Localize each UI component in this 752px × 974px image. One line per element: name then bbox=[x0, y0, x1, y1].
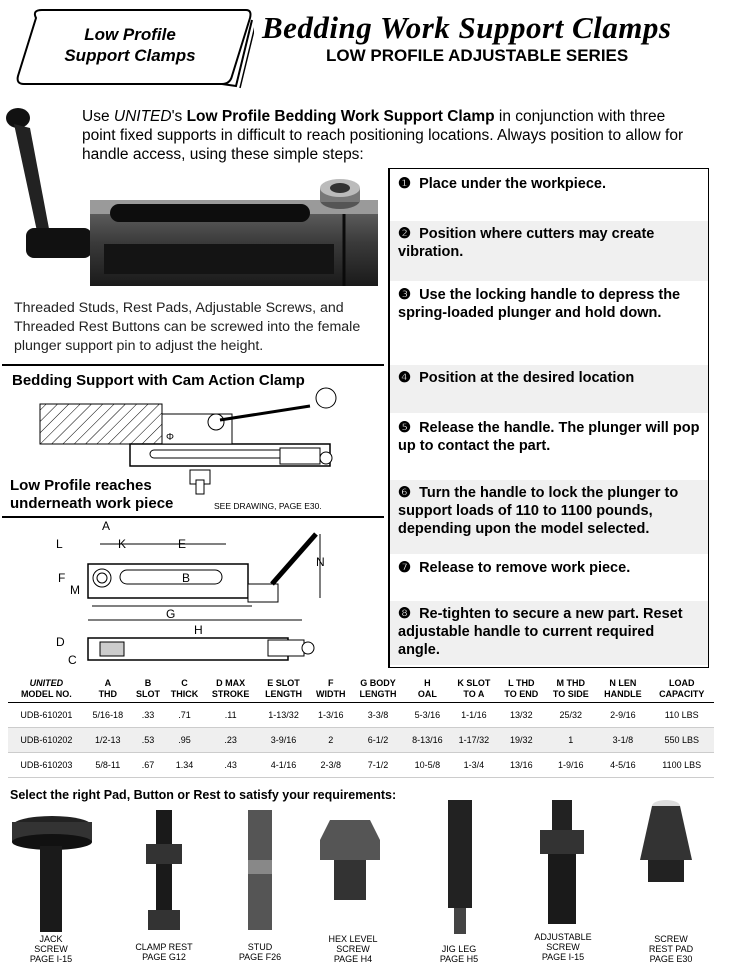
banner-line1: Low Profile bbox=[84, 25, 176, 44]
accessory-label: CLAMP REST PAGE G12 bbox=[135, 942, 193, 962]
dim-label-m: M bbox=[70, 583, 80, 597]
intro-post: in conjunction with three point fixed supports in difficult to reach positioning locations. Always position to allow for handle access, using these simple steps: bbox=[82, 108, 684, 163]
table-row: UDB-610203 5/8-11 .67 1.34 .43 4-1/16 2-3/8 7-1/2 10-5/8 1-3/4 13/16 1-9/16 4-5/16 1100 LBS bbox=[8, 753, 714, 778]
step-6: ❻ Turn the handle to lock the plunger to support loads of 110 to 1100 pounds, depending upon the model selected. bbox=[390, 480, 708, 554]
dim-label-n: N bbox=[316, 555, 325, 569]
table-row: UDB-610202 1/2-13 .53 .95 .23 3-9/16 2 6-1/2 8-13/16 1-17/32 19/32 1 3-1/8 550 LBS bbox=[8, 728, 714, 753]
dimension-drawing bbox=[40, 520, 385, 672]
page-title: Bedding Work Support Clamps bbox=[262, 10, 672, 45]
divider bbox=[2, 364, 384, 366]
accessory-label: SCREW REST PAD PAGE E30 bbox=[648, 934, 694, 964]
dim-label-c: C bbox=[68, 653, 77, 667]
page-subtitle: LOW PROFILE ADJUSTABLE SERIES bbox=[326, 46, 629, 65]
dim-label-d: D bbox=[56, 635, 65, 649]
col-header: D MAX STROKE bbox=[204, 676, 257, 703]
svg-text:Φ: Φ bbox=[166, 432, 174, 443]
col-header: N LEN HANDLE bbox=[596, 676, 649, 703]
see-drawing-note: SEE DRAWING, PAGE E30. bbox=[214, 501, 322, 511]
table-row: UDB-610201 5/16-18 .33 .71 .11 1-13/32 1-3/16 3-3/8 5-3/16 1-1/16 13/32 25/32 2-9/16 110 LBS bbox=[8, 703, 714, 728]
low-profile-line2: underneath work piece bbox=[10, 495, 174, 512]
step-1: ❶ Place under the workpiece. bbox=[398, 176, 607, 192]
intro-mid: 's bbox=[171, 108, 187, 125]
step-8: ❽ Re-tighten to secure a new part. Reset adjustable handle to current required angle. bbox=[390, 601, 708, 665]
intro-product: Low Profile Bedding Work Support Clamp bbox=[186, 108, 495, 125]
col-header: G BODY LENGTH bbox=[352, 676, 405, 703]
accessory-label: ADJUSTABLE SCREW PAGE I-15 bbox=[534, 932, 592, 962]
clamp-rest-image bbox=[146, 810, 182, 930]
dim-label-a: A bbox=[102, 520, 111, 533]
dim-label-b: B bbox=[182, 571, 191, 585]
table-header-row bbox=[8, 676, 714, 703]
step-4: ❹ Position at the desired location bbox=[390, 365, 708, 413]
spec-table bbox=[8, 676, 714, 778]
col-header: F WIDTH bbox=[310, 676, 352, 703]
screw-rest-pad-image bbox=[640, 800, 692, 882]
cam-section-heading: Bedding Support with Cam Action Clamp bbox=[12, 372, 305, 389]
step-2: ❷ Position where cutters may create vibration. bbox=[390, 221, 708, 281]
dim-label-k: K bbox=[118, 537, 127, 551]
intro-brand: UNITED bbox=[113, 108, 172, 125]
dim-label-e: E bbox=[178, 537, 187, 551]
intro-pre: Use bbox=[82, 108, 114, 125]
select-heading: Select the right Pad, Button or Rest to satisfy your requirements: bbox=[10, 788, 397, 802]
step-3: ❸ Use the locking handle to depress the spring-loaded plunger and hold down. bbox=[398, 287, 681, 321]
col-header: K SLOT TO A bbox=[450, 676, 497, 703]
dim-label-g: G bbox=[166, 607, 176, 621]
col-header: L THD TO END bbox=[497, 676, 545, 703]
accessory-label: JIG LEG PAGE H5 bbox=[439, 944, 479, 964]
stud-image bbox=[248, 810, 272, 930]
divider bbox=[2, 516, 384, 518]
dim-label-f: F bbox=[58, 571, 66, 585]
accessory-label: HEX LEVEL SCREW PAGE H4 bbox=[328, 934, 378, 964]
hex-level-screw-image bbox=[320, 820, 380, 900]
col-header: M THD TO SIDE bbox=[545, 676, 596, 703]
adjustable-screw-image bbox=[540, 800, 584, 924]
jig-leg-image bbox=[448, 800, 472, 934]
intro-paragraph bbox=[82, 107, 702, 164]
col-header: LOAD CAPACITY bbox=[649, 676, 714, 703]
low-profile-line1: Low Profile reaches bbox=[10, 477, 152, 494]
step-5: ❺ Release the handle. The plunger will pop up to contact the part. bbox=[398, 420, 700, 454]
col-header: C THICK bbox=[165, 676, 204, 703]
accessory-label: JACK SCREW PAGE I-15 bbox=[29, 934, 73, 964]
dim-label-h: H bbox=[194, 623, 203, 637]
low-profile-caption bbox=[10, 477, 173, 513]
col-header: A THD bbox=[85, 676, 131, 703]
step-7: ❼ Release to remove work piece. bbox=[398, 560, 631, 576]
banner-text bbox=[30, 24, 230, 66]
banner-line2: Support Clamps bbox=[64, 46, 196, 65]
steps-panel bbox=[388, 168, 709, 668]
col-header: B SLOT bbox=[131, 676, 165, 703]
col-header: UNITED MODEL NO. bbox=[8, 676, 85, 703]
col-header: E SLOT LENGTH bbox=[257, 676, 310, 703]
stud-text: Threaded Studs, Rest Pads, Adjustable Screws, and Threaded Rest Buttons can be screwed into the female plunger support pin to adjust the height. bbox=[14, 300, 361, 354]
accessory-label: STUD PAGE F26 bbox=[238, 942, 282, 962]
col-header: H OAL bbox=[404, 676, 450, 703]
dim-label-l: L bbox=[56, 537, 63, 551]
jack-screw-image bbox=[12, 816, 92, 932]
accessories-photos bbox=[0, 800, 752, 940]
